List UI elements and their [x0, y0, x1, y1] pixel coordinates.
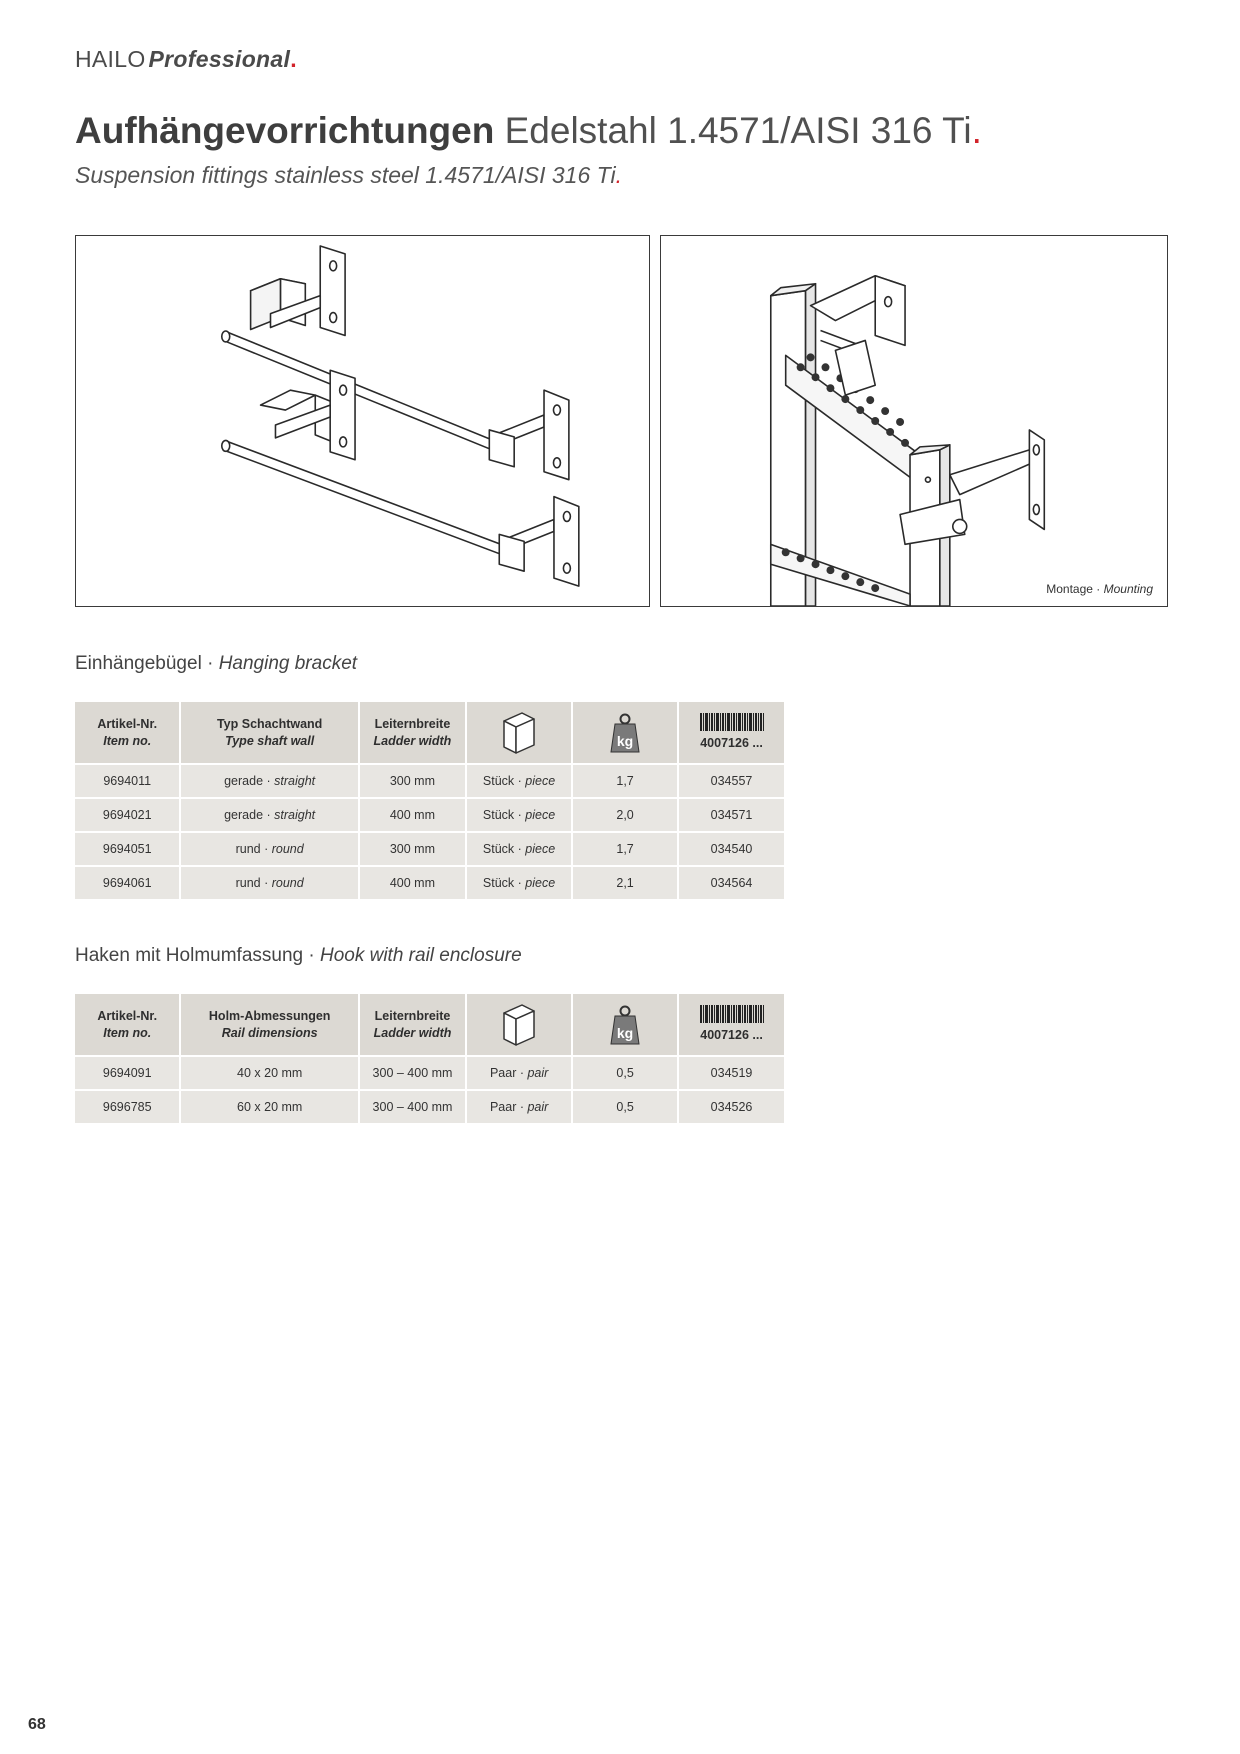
ean-cell — [679, 833, 784, 865]
section1-en: Hanging bracket — [218, 653, 358, 674]
brand-dot: . — [290, 46, 297, 72]
package-unit-cell-english: pair — [527, 1100, 549, 1114]
header-ean-prefix: 4007126 ... — [700, 1028, 763, 1042]
ladder-width-cell — [360, 833, 465, 865]
barcode-icon — [700, 713, 764, 731]
package-unit-cell — [467, 867, 571, 899]
header-weight — [573, 702, 677, 763]
package-unit-cell-english: piece — [525, 876, 556, 890]
header-ean — [679, 702, 784, 763]
weight-label: kg — [616, 1024, 634, 1041]
caption-separator: · — [1092, 582, 1104, 596]
weight-label: kg — [616, 732, 634, 749]
shaft-wall-type-cell — [181, 799, 357, 831]
header-dim-en: Rail dimensions — [221, 1025, 318, 1040]
hanging-bracket-table — [73, 700, 786, 901]
weight-cell-value: 0,5 — [616, 1100, 634, 1114]
ean-cell — [679, 765, 784, 797]
ladder-width-cell — [360, 1057, 465, 1089]
package-unit-cell-value: Paar — [489, 1066, 517, 1080]
ladder-width-cell-value: 400 mm — [389, 876, 435, 890]
header-dim-de: Holm-Abmessungen — [208, 1008, 331, 1023]
weight-cell — [573, 1057, 677, 1089]
header-item-en: Item no. — [103, 733, 152, 748]
header-type-en: Type shaft wall — [225, 733, 315, 748]
table-header-row — [75, 702, 784, 763]
header-type-de: Typ Schachtwand — [216, 716, 323, 731]
rail-dimension-cell-value: 40 x 20 mm — [237, 1066, 303, 1080]
header-item-en: Item no. — [103, 1025, 152, 1040]
header-item-no — [75, 702, 179, 763]
ladder-width-cell — [360, 765, 465, 797]
package-unit-cell — [467, 765, 571, 797]
ladder-width-cell — [360, 799, 465, 831]
ean-cell — [679, 867, 784, 899]
rail-dimension-cell — [181, 1091, 357, 1123]
table-row — [75, 867, 784, 899]
value-separator: · — [260, 876, 272, 890]
shaft-wall-type-cell-english: round — [271, 876, 304, 890]
shaft-wall-type-cell-english: straight — [274, 774, 316, 788]
weight-cell — [573, 799, 677, 831]
item-number-cell — [75, 867, 179, 899]
ean-cell-value: 034526 — [710, 1100, 753, 1114]
table-row — [75, 833, 784, 865]
page-title-dot: . — [971, 110, 982, 151]
section1-separator: · — [201, 653, 219, 674]
header-ladder-width — [360, 702, 465, 763]
package-unit-cell-value: Stück — [482, 876, 515, 890]
ladder-width-cell-value: 300 – 400 mm — [372, 1066, 453, 1080]
shaft-wall-type-cell — [181, 867, 357, 899]
shaft-wall-type-cell-english: round — [271, 842, 304, 856]
brand-name: HAILO — [75, 46, 146, 72]
section2-de: Haken mit Holmumfassung — [75, 945, 304, 966]
mounting-caption-de: Montage — [1046, 582, 1093, 596]
table-header-row — [75, 994, 784, 1055]
table-row — [75, 799, 784, 831]
ean-cell-value: 034519 — [710, 1066, 753, 1080]
package-unit-cell — [467, 1057, 571, 1089]
ean-cell-value: 034564 — [710, 876, 753, 890]
rail-dimension-cell-value: 60 x 20 mm — [237, 1100, 303, 1114]
weight-cell-value: 0,5 — [616, 1066, 634, 1080]
item-number-cell-value: 9694061 — [102, 876, 152, 890]
package-unit-cell — [467, 1091, 571, 1123]
value-separator: · — [514, 774, 526, 788]
ladder-width-cell-value: 300 mm — [389, 842, 435, 856]
table-row — [75, 1057, 784, 1089]
package-unit-cell-english: piece — [525, 808, 556, 822]
shaft-wall-type-cell-english: straight — [274, 808, 316, 822]
header-item-de: Artikel-Nr. — [97, 716, 158, 731]
weight-kg-icon — [610, 712, 640, 754]
package-unit-cell-english: piece — [525, 842, 556, 856]
ladder-width-cell — [360, 1091, 465, 1123]
package-unit-cell-value: Paar — [489, 1100, 517, 1114]
shaft-wall-type-cell-value: rund — [235, 876, 261, 890]
weight-cell-value: 2,1 — [616, 876, 634, 890]
table-row — [75, 765, 784, 797]
value-separator: · — [514, 808, 526, 822]
weight-cell-value: 2,0 — [616, 808, 634, 822]
ladder-width-cell-value: 300 mm — [389, 774, 435, 788]
section-title-hook-rail-enclosure — [75, 945, 522, 967]
page-title-bold: Aufhängevorrichtungen — [75, 110, 495, 151]
hook-rail-enclosure-table — [73, 992, 786, 1125]
ean-cell-value: 034540 — [710, 842, 753, 856]
ean-cell — [679, 1091, 784, 1123]
item-number-cell-value: 9694091 — [102, 1066, 152, 1080]
page-subtitle — [75, 162, 622, 189]
weight-kg-icon — [610, 1004, 640, 1046]
value-separator: · — [514, 842, 526, 856]
weight-cell — [573, 867, 677, 899]
ean-cell — [679, 1057, 784, 1089]
ean-cell-value: 034557 — [710, 774, 753, 788]
header-package — [467, 702, 571, 763]
item-number-cell-value: 9694021 — [102, 808, 152, 822]
value-separator: · — [516, 1100, 528, 1114]
item-number-cell-value: 9696785 — [102, 1100, 152, 1114]
value-separator: · — [260, 842, 272, 856]
box-icon — [502, 1003, 536, 1047]
section2-separator: · — [303, 945, 320, 966]
page-subtitle-text: Suspension fittings stainless steel 1.4571/AISI 316 Ti — [75, 162, 616, 188]
value-separator: · — [514, 876, 526, 890]
brand-suffix: Professional — [148, 46, 291, 72]
item-number-cell — [75, 799, 179, 831]
header-width-en: Ladder width — [373, 733, 452, 748]
shaft-wall-type-cell-value: gerade — [224, 774, 264, 788]
brand-logo — [75, 46, 297, 73]
value-separator: · — [263, 774, 275, 788]
figure-mounting — [660, 235, 1168, 607]
item-number-cell — [75, 765, 179, 797]
box-icon — [502, 711, 536, 755]
page-number: 68 — [28, 1716, 46, 1733]
section-title-hanging-bracket — [75, 653, 357, 675]
table-row — [75, 1091, 784, 1123]
weight-cell-value: 1,7 — [616, 774, 634, 788]
page-title — [75, 110, 982, 152]
header-weight — [573, 994, 677, 1055]
weight-cell — [573, 833, 677, 865]
mounting-drawing — [661, 236, 1167, 606]
header-ean — [679, 994, 784, 1055]
package-unit-cell-english: piece — [525, 774, 556, 788]
package-unit-cell-value: Stück — [482, 774, 515, 788]
section2-en: Hook with rail enclosure — [319, 945, 522, 966]
package-unit-cell-value: Stück — [482, 808, 515, 822]
header-rail-dimensions — [181, 994, 357, 1055]
package-unit-cell-value: Stück — [482, 842, 515, 856]
header-width-en: Ladder width — [373, 1025, 452, 1040]
rail-dimension-cell — [181, 1057, 357, 1089]
value-separator: · — [263, 808, 275, 822]
header-item-de: Artikel-Nr. — [97, 1008, 158, 1023]
item-number-cell — [75, 1057, 179, 1089]
shaft-wall-type-cell-value: rund — [235, 842, 261, 856]
header-width-de: Leiternbreite — [374, 716, 451, 731]
header-ean-prefix: 4007126 ... — [700, 736, 763, 750]
weight-cell — [573, 765, 677, 797]
item-number-cell-value: 9694011 — [103, 774, 152, 788]
ladder-width-cell-value: 400 mm — [389, 808, 435, 822]
item-number-cell — [75, 1091, 179, 1123]
page-title-light: Edelstahl 1.4571/AISI 316 Ti — [504, 110, 972, 151]
item-number-cell-value: 9694051 — [102, 842, 152, 856]
package-unit-cell — [467, 799, 571, 831]
weight-cell-value: 1,7 — [616, 842, 634, 856]
header-package — [467, 994, 571, 1055]
package-unit-cell — [467, 833, 571, 865]
ean-cell-value: 034571 — [710, 808, 753, 822]
page-subtitle-dot: . — [615, 162, 623, 188]
mounting-caption — [1046, 582, 1153, 596]
header-ladder-width — [360, 994, 465, 1055]
barcode-icon — [700, 1005, 764, 1023]
ladder-width-cell-value: 300 – 400 mm — [372, 1100, 453, 1114]
shaft-wall-type-cell — [181, 765, 357, 797]
hanging-brackets-drawing — [76, 236, 649, 606]
value-separator: · — [516, 1066, 528, 1080]
mounting-caption-en: Mounting — [1103, 582, 1153, 596]
shaft-wall-type-cell-value: gerade — [224, 808, 264, 822]
package-unit-cell-english: pair — [527, 1066, 549, 1080]
section1-de: Einhängebügel — [75, 653, 202, 674]
item-number-cell — [75, 833, 179, 865]
figure-hanging-brackets — [75, 235, 650, 607]
shaft-wall-type-cell — [181, 833, 357, 865]
header-item-no — [75, 994, 179, 1055]
header-type-shaft-wall — [181, 702, 357, 763]
ladder-width-cell — [360, 867, 465, 899]
ean-cell — [679, 799, 784, 831]
weight-cell — [573, 1091, 677, 1123]
header-width-de: Leiternbreite — [374, 1008, 451, 1023]
